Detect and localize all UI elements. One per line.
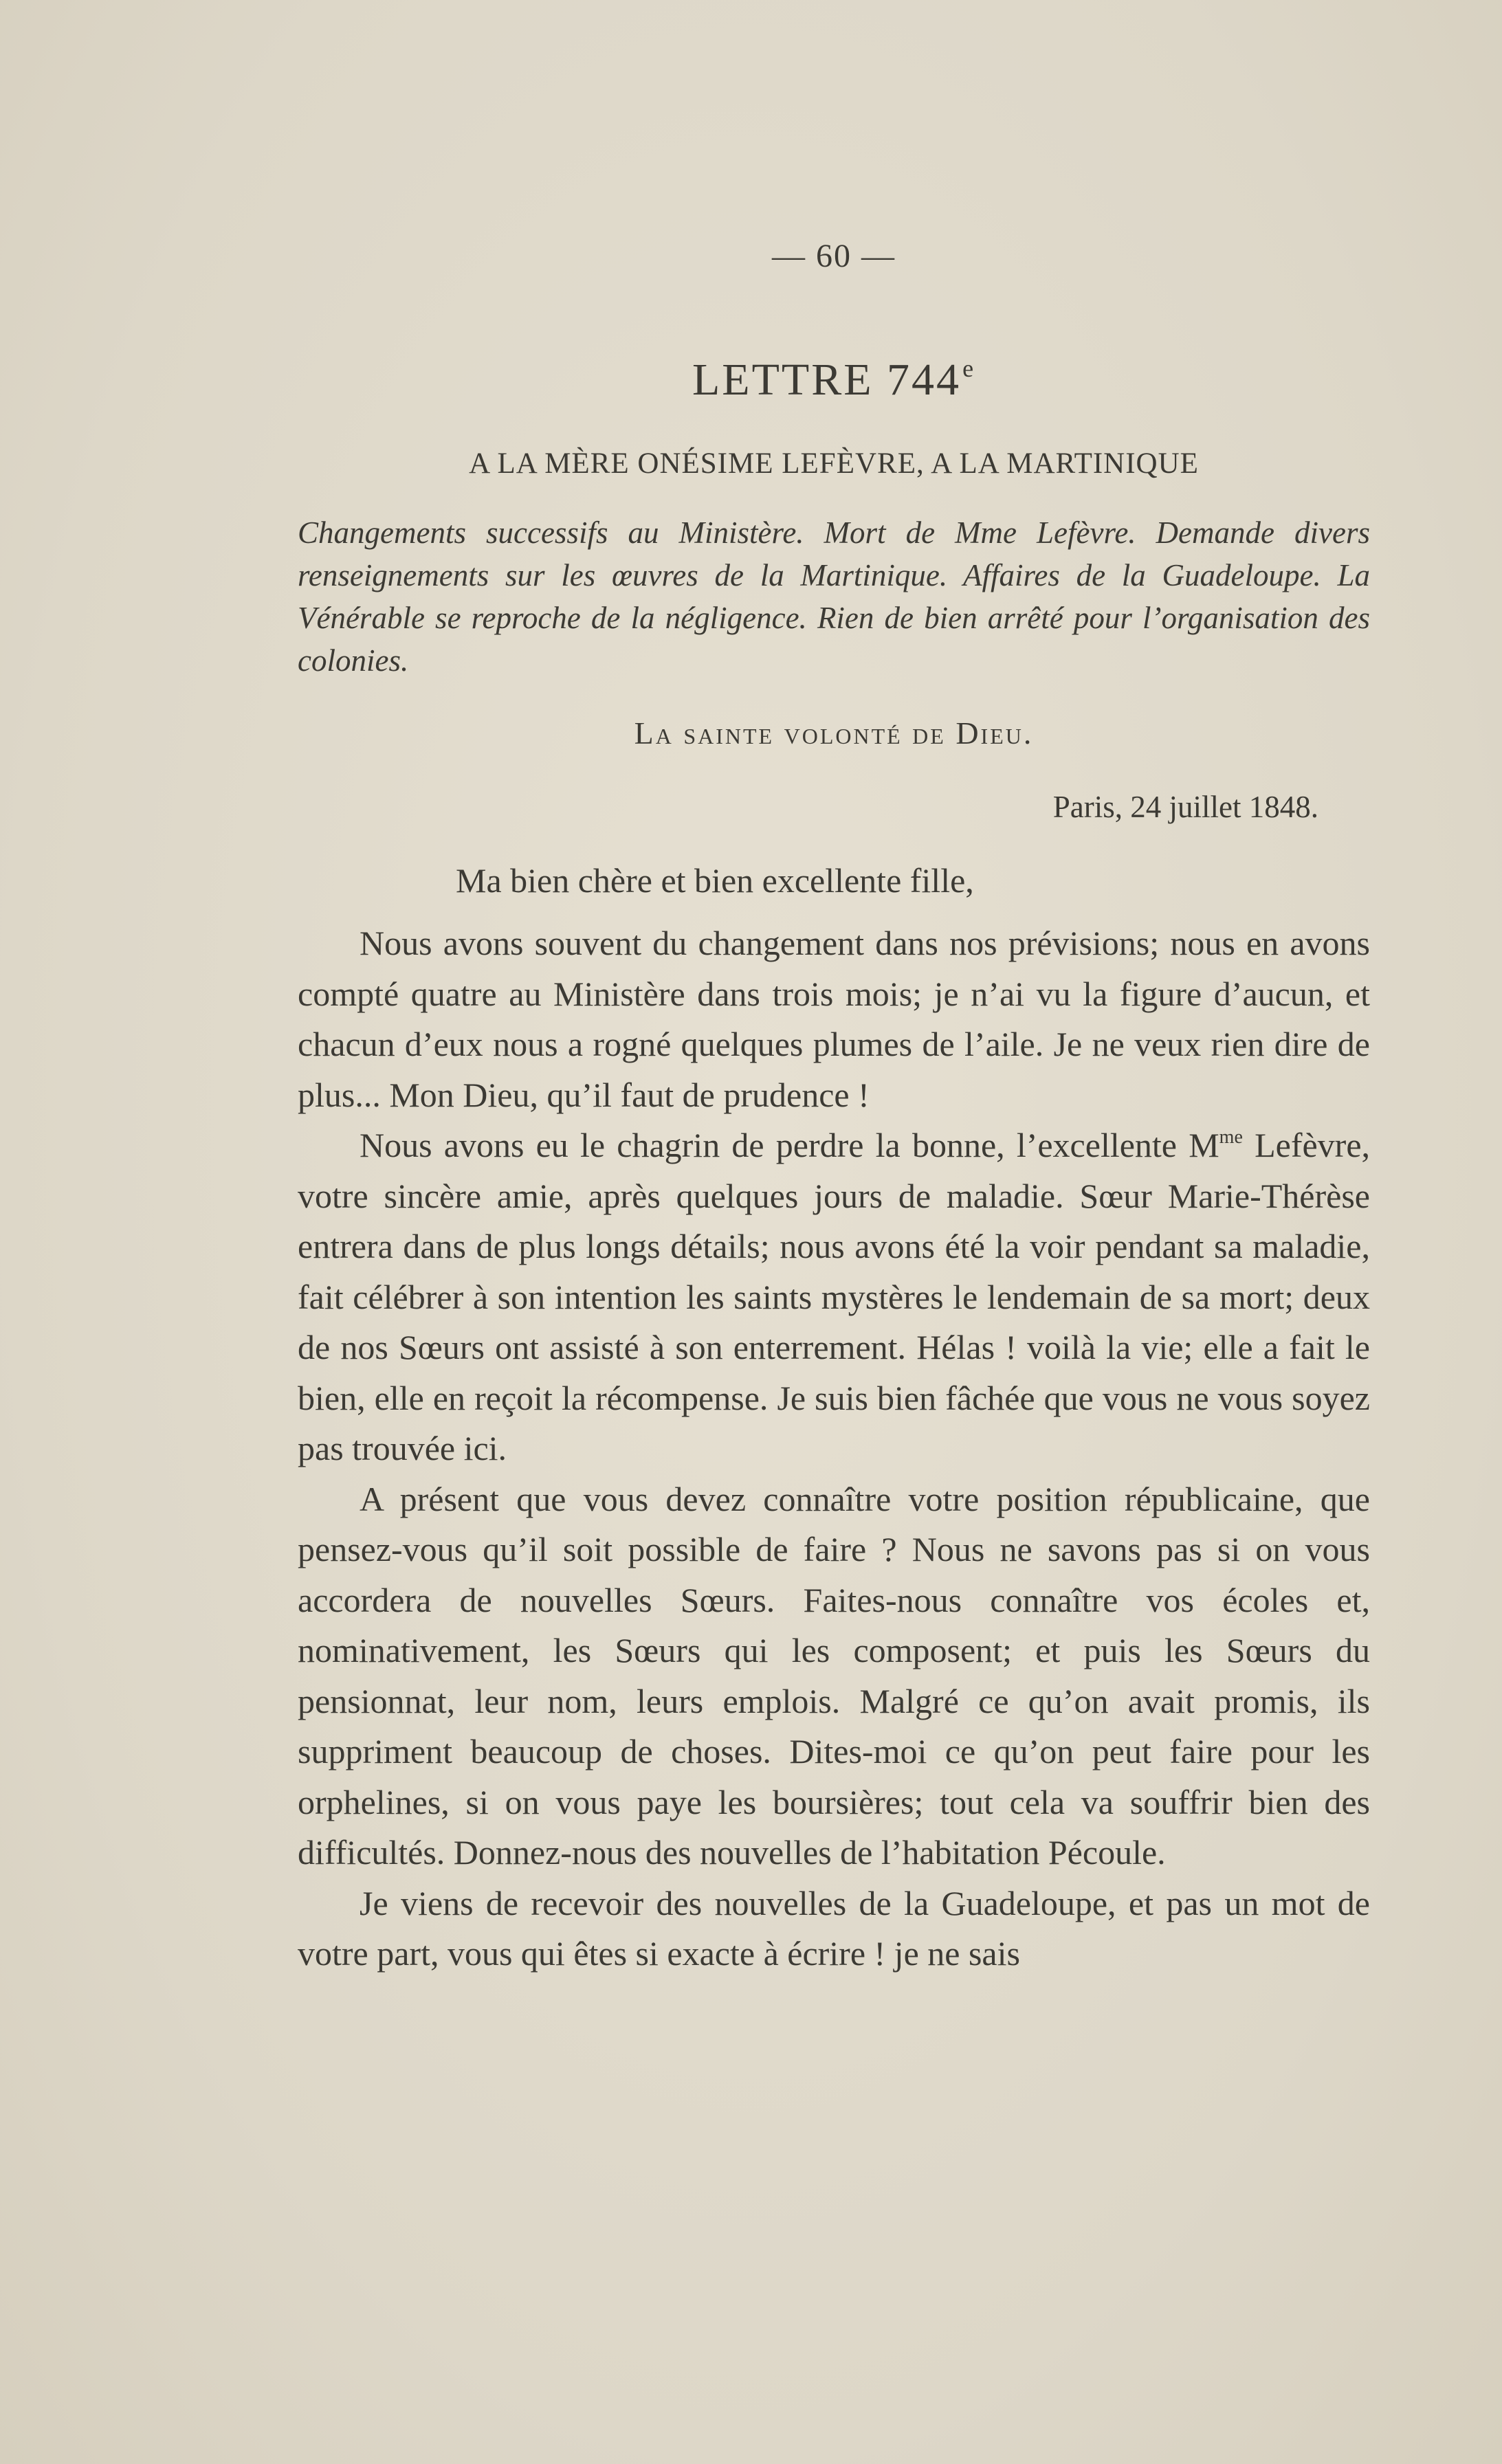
body-paragraph-2 [298,1120,1370,1474]
letter-title [298,354,1370,406]
body-paragraph-1: Nous avons souvent du changement dans nos prévisions; nous en avons compté quatre au Ministère dans trois mois; je n’ai vu la figure d’aucun, et chacun d’eux nous a rogné quelques plumes de l’aile. Je ne veux rien dire de plus... Mon Dieu, qu’il faut de prudence ! [298,924,1370,1114]
letter-title-text: LETTRE 744 [692,355,962,405]
letter-motto: La sainte volonté de Dieu. [634,715,1034,751]
page-number: — 60 — [772,238,896,274]
paragraph-2-rest: Lefèvre, votre sincère amie, après quelques jours de maladie. Sœur Marie-Thérèse entrera dans de plus longs détails; nous avons été la voir pendant sa maladie, fait célébrer à son intention les saints mystères le lendemain de sa mort; deux de nos Sœurs ont assisté à son enterrement. Hélas ! voilà la vie; elle a fait le bien, elle en reçoit la récompense. Je suis bien fâchée que vous ne vous soyez pas trouvée ici. [298,1126,1371,1467]
paragraph-2-superscript: me [1219,1126,1243,1148]
letter-recipient: A LA MÈRE ONÉSIME LEFÈVRE, A LA MARTINIQUE [469,447,1199,480]
body-paragraph-3: A présent que vous devez connaître votre position républicaine, que pensez-vous qu’il soit possible de faire ? Nous ne savons pas si on vous accordera de nouvelles Sœurs. Faites-nous connaître vos écoles et, nominativement, les Sœurs qui les composent; et puis les Sœurs du pensionnat, leur nom, leurs emplois. Malgré ce qu’on avait promis, ils suppriment beaucoup de choses. Dites-moi ce qu’on peut faire pour les orphelines, si on vous paye les boursières; tout cela va souffrir bien des difficultés. Donnez-nous des nouvelles de l’habitation Pécoule. [298,1479,1370,1872]
letter-body [298,918,1370,1979]
letter-date: Paris, 24 juillet 1848. [1052,790,1318,824]
paragraph-2-lead: Nous avons eu le chagrin de perdre la bonne, l’excellente M [360,1126,1219,1164]
letter-salutation: Ma bien chère et bien excellente fille, [456,861,974,900]
body-paragraph-4: Je viens de recevoir des nouvelles de la Guadeloupe, et pas un mot de votre part, vous qui êtes si exacte à écrire ! je ne sais [298,1883,1370,1973]
letter-summary: Changements successifs au Ministère. Mort de Mme Lefèvre. Demande divers renseignements sur les œuvres de la Martinique. Affaires de la Guadeloupe. La Vénérable se reproche de la négligence. Rien de bien arrêté pour l’organisation des colonies. [298,515,1370,678]
letter-title-ordinal: e [962,355,976,382]
